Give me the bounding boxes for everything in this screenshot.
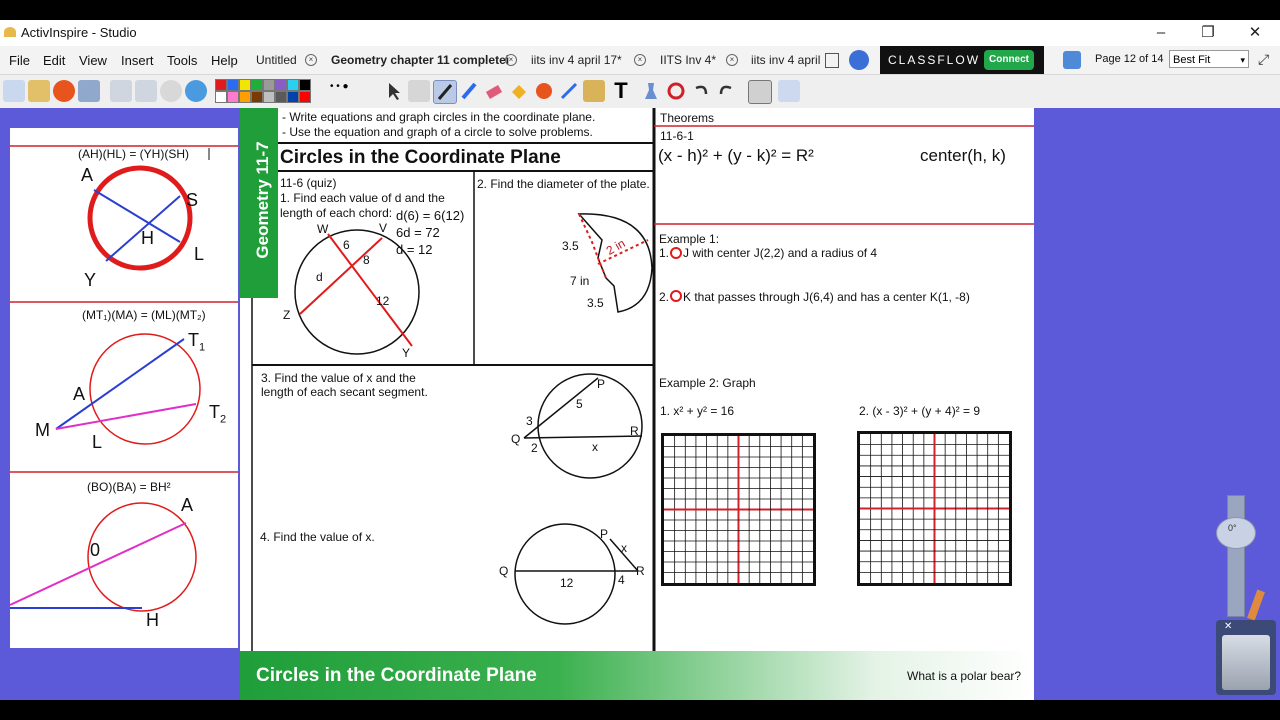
undo-icon[interactable] — [690, 80, 712, 102]
color-swatch[interactable] — [299, 91, 311, 103]
color-swatch[interactable] — [275, 91, 287, 103]
side-label: Geometry 11-7 — [253, 141, 272, 259]
q3-text: length of each secant segment. — [261, 385, 428, 399]
point-label: H — [141, 228, 154, 248]
color-swatch[interactable] — [275, 79, 287, 91]
menu-insert[interactable]: Insert — [121, 53, 154, 68]
segment-label: x — [592, 440, 598, 454]
page-icon[interactable] — [748, 80, 772, 104]
graph-grid-1[interactable] — [661, 433, 816, 586]
thumb2-caption: (MT₁)(MA) = (ML)(MT₂) — [82, 308, 206, 322]
color-swatch[interactable] — [227, 91, 239, 103]
window-title: ActivInspire - Studio — [21, 25, 137, 40]
thumbnail-1[interactable] — [10, 128, 238, 303]
select-icon[interactable] — [383, 80, 405, 102]
minimize-button[interactable]: – — [1156, 24, 1166, 41]
q3-text: 3. Find the value of x and the — [261, 371, 416, 385]
point-label: A — [73, 384, 86, 404]
fill-icon[interactable] — [508, 80, 530, 102]
color-swatch[interactable] — [299, 79, 311, 91]
app-icon — [4, 27, 16, 37]
redo-icon[interactable] — [715, 80, 737, 102]
color-swatch[interactable] — [251, 91, 263, 103]
example1-header: Example 1: — [659, 232, 720, 246]
point-label: M — [35, 420, 50, 440]
color-swatch[interactable] — [251, 79, 263, 91]
point-label: R — [630, 424, 639, 438]
footer-question: What is a polar bear? — [907, 669, 1022, 683]
segment-label: 5 — [576, 397, 583, 411]
q1-work: d = 12 — [396, 242, 433, 257]
theorem-center: center(h, k) — [920, 146, 1006, 165]
color-swatch[interactable] — [227, 79, 239, 91]
next-page-icon[interactable] — [135, 80, 157, 102]
point-label: V — [379, 221, 388, 235]
trash-panel — [1214, 495, 1264, 700]
bottom-bar — [0, 700, 1280, 720]
classflow-logo: CLASSFLOW — [888, 53, 981, 67]
close-tab-icon[interactable]: × — [726, 54, 738, 66]
point-label: P — [597, 377, 606, 391]
dial-readout: 0° — [1228, 523, 1237, 533]
point-label: $T_2$ — [209, 402, 227, 426]
shape-icon[interactable] — [533, 80, 555, 102]
q2-text: 2. Find the diameter of the plate. — [477, 177, 650, 191]
close-icon[interactable]: ✕ — [1224, 621, 1233, 632]
tab-list-icon[interactable] — [825, 53, 839, 68]
activinspire-icon[interactable] — [849, 50, 869, 70]
title-bar — [0, 20, 1280, 46]
point-label: Y — [402, 346, 411, 360]
point-label: Q — [511, 432, 521, 446]
segment-label: 3 — [526, 414, 533, 428]
profile-icon[interactable] — [78, 80, 100, 102]
eraser-icon[interactable] — [483, 80, 505, 102]
thumbnail-3[interactable] — [10, 477, 238, 648]
tab-untitled[interactable]: Untitled — [256, 53, 297, 67]
example2-item: 1. x² + y² = 16 — [660, 404, 735, 418]
color-swatch[interactable] — [239, 79, 251, 91]
segment-label: x — [621, 541, 627, 555]
objective-1: - Write equations and graph circles in the coordinate plane. — [282, 110, 596, 124]
point-label: R — [636, 564, 645, 578]
theorem-number: 11-6-1 — [660, 129, 694, 143]
thumb3-caption: (BO)(BA) = BH² — [87, 480, 171, 494]
highlighter-icon[interactable] — [458, 80, 480, 102]
point-label: W — [317, 222, 329, 236]
snowflake-icon[interactable] — [1063, 51, 1081, 69]
color-swatch[interactable] — [239, 91, 251, 103]
slider-track[interactable] — [1227, 495, 1245, 617]
menu-tools[interactable]: Tools — [167, 53, 198, 68]
example1-item: K that passes through J(6,4) and has a center K(1, -8) — [683, 290, 970, 304]
reset-icon[interactable] — [53, 80, 75, 102]
menu-bar — [0, 46, 1280, 75]
main-menu-icon[interactable] — [3, 80, 25, 102]
graph-grid-2[interactable] — [857, 431, 1012, 586]
slide-canvas[interactable] — [240, 108, 1034, 700]
close-tab-icon[interactable]: × — [305, 54, 317, 66]
browser-icon[interactable] — [28, 80, 50, 102]
point-label: 0 — [90, 540, 101, 560]
reset-page-icon[interactable] — [665, 80, 687, 102]
point-label: Q — [499, 564, 509, 578]
slide-footer — [240, 651, 1034, 700]
point-label: H — [146, 610, 159, 630]
tab-iits-inv-4-april-17[interactable]: iits inv 4 april 17* — [531, 53, 622, 67]
pencil-icon — [1247, 590, 1265, 621]
point-label: S — [186, 190, 199, 210]
menu-file[interactable]: File — [9, 53, 30, 68]
example2-item: 2. (x - 3)² + (y + 4)² = 9 — [859, 404, 981, 418]
maximize-button[interactable]: ❐ — [1201, 24, 1215, 41]
q1-text: 1. Find each value of d and the — [280, 191, 445, 205]
example1-number: 1. — [659, 246, 670, 260]
plate-label: 7 in — [570, 274, 590, 288]
q1-work: d(6) = 6(12) — [396, 208, 465, 223]
footer-title: Circles in the Coordinate Plane — [256, 665, 537, 686]
segment-label: 2 — [531, 441, 538, 455]
q1-label: 11-6 (quiz) — [280, 176, 337, 190]
color-swatch[interactable] — [263, 79, 275, 91]
pen-width-icon[interactable]: • • ● — [330, 81, 349, 92]
trash-icon[interactable] — [1222, 635, 1270, 690]
color-swatch[interactable] — [263, 91, 275, 103]
point-label: L — [92, 432, 103, 452]
page-indicator: Page 12 of 14 — [1095, 53, 1164, 65]
segment-label: 12 — [560, 576, 574, 590]
example1-number: 2. — [659, 290, 670, 304]
text-icon[interactable]: T — [614, 78, 628, 103]
chevron-down-icon: ▾ — [1240, 55, 1245, 65]
main-toolbar — [0, 75, 1280, 109]
point-label: P — [600, 527, 609, 541]
menu-edit[interactable]: Edit — [43, 53, 66, 68]
q4-text: 4. Find the value of x. — [260, 530, 375, 544]
example2-header: Example 2: Graph — [659, 376, 756, 390]
point-label: L — [194, 244, 205, 264]
close-button[interactable]: ✕ — [1248, 24, 1262, 41]
point-label: $T_1$ — [188, 330, 206, 354]
close-tab-icon[interactable]: × — [505, 54, 517, 66]
point-label: A — [81, 165, 94, 185]
previous-page-icon[interactable] — [110, 80, 132, 102]
point-label: Z — [283, 308, 291, 322]
zoom-select[interactable] — [1169, 50, 1249, 68]
q1-text: length of each chord: — [280, 206, 393, 220]
close-tab-icon[interactable]: × — [634, 54, 646, 66]
menu-help[interactable]: Help — [211, 53, 238, 68]
pen-icon[interactable] — [433, 80, 457, 104]
q1-work: 6d = 72 — [396, 225, 440, 240]
point-label: Y — [84, 270, 97, 290]
segment-label: 4 — [618, 573, 625, 587]
thumbnail-2[interactable] — [10, 306, 238, 474]
menu-view[interactable]: View — [79, 53, 107, 68]
globe-icon[interactable] — [185, 80, 207, 102]
dial-handle[interactable] — [1216, 517, 1256, 549]
plate-label: 3.5 — [587, 296, 604, 310]
color-swatch[interactable] — [287, 91, 299, 103]
tools-icon[interactable] — [408, 80, 430, 102]
segment-label: 8 — [363, 253, 370, 267]
zoom-value: Best Fit — [1173, 54, 1211, 66]
tab-geometry-chapter-11[interactable]: Geometry chapter 11 completei — [331, 53, 510, 67]
resource-icon[interactable] — [583, 80, 605, 102]
connector-icon[interactable] — [558, 80, 580, 102]
color-swatch[interactable] — [215, 91, 227, 103]
plate-label: 3.5 — [562, 239, 579, 253]
objective-2: - Use the equation and graph of a circle to solve problems. — [282, 125, 593, 139]
segment-label: 12 — [376, 294, 390, 308]
example1-item: J with center J(2,2) and a radius of 4 — [683, 246, 878, 260]
page-thumbnails[interactable] — [10, 128, 238, 648]
slide-title: Circles in the Coordinate Plane — [280, 147, 561, 168]
classflow-panel — [880, 46, 1044, 74]
theorem-equation: (x - h)² + (y - k)² = R² — [658, 146, 814, 165]
clear-icon[interactable] — [640, 80, 662, 102]
color-palette — [215, 79, 325, 103]
color-swatch[interactable] — [215, 79, 227, 91]
connect-button[interactable]: Connect — [984, 50, 1034, 70]
theorems-header: Theorems — [660, 111, 715, 125]
color-swatch[interactable] — [287, 79, 299, 91]
point-label: A — [181, 495, 194, 515]
segment-label: d — [316, 270, 323, 284]
tab-iits-inv-4-april[interactable]: iits inv 4 april — [751, 53, 821, 67]
play-icon[interactable] — [160, 80, 182, 102]
fullscreen-icon[interactable]: ⤢ — [1258, 51, 1270, 67]
tab-iits-inv-4[interactable]: IITS Inv 4* — [660, 53, 717, 67]
plate-label: 2 in — [603, 236, 628, 258]
toolbox-icon[interactable] — [778, 80, 800, 102]
segment-label: 6 — [343, 238, 350, 252]
thumb1-caption: (AH)(HL) = (YH)(SH) — [78, 147, 189, 161]
